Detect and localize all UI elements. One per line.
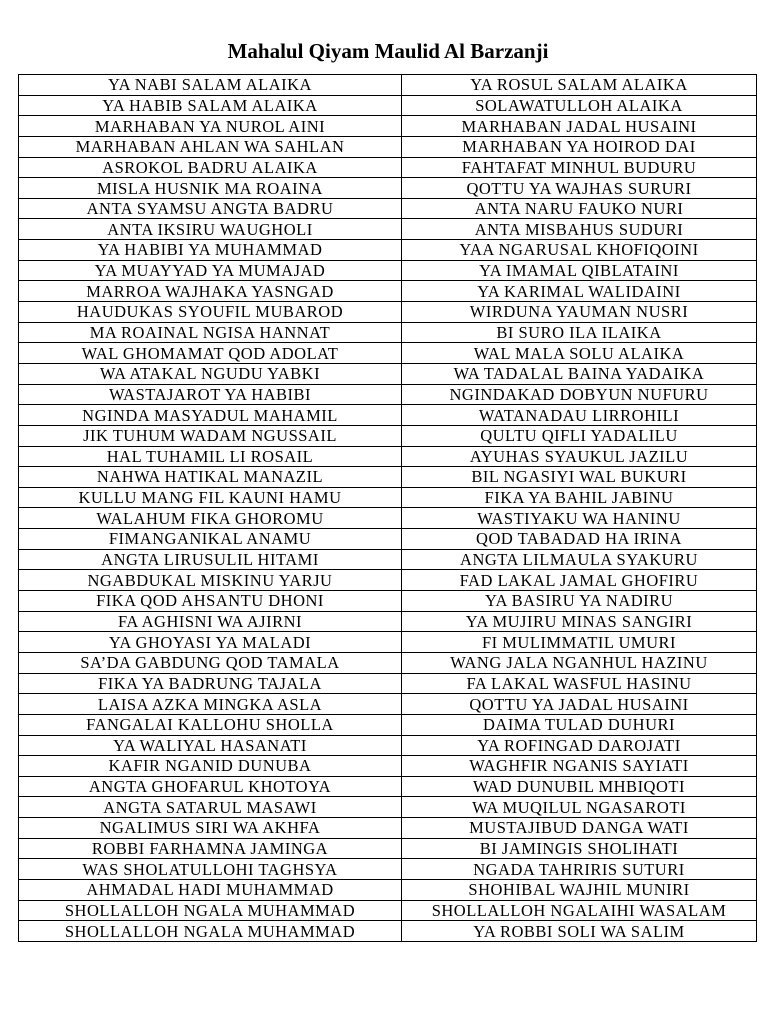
verse-left-cell: HAUDUKAS SYOUFIL MUBAROD [19,302,402,323]
verse-right-cell: YA MUJIRU MINAS SANGIRI [402,611,757,632]
table-row [19,363,757,384]
table-row [19,714,757,735]
verse-left-cell: MISLA HUSNIK MA ROAINA [19,178,402,199]
verse-right-cell: SOLAWATULLOH ALAIKA [402,95,757,116]
verse-left-cell: YA GHOYASI YA MALADI [19,632,402,653]
table-row [19,838,757,859]
verse-left-cell: KULLU MANG FIL KAUNI HAMU [19,487,402,508]
verse-left-cell: ASROKOL BADRU ALAIKA [19,157,402,178]
verse-right-cell: YA BASIRU YA NADIRU [402,591,757,612]
verse-right-cell: FAD LAKAL JAMAL GHOFIRU [402,570,757,591]
verse-right-cell: WAD DUNUBIL MHBIQOTI [402,776,757,797]
verse-left-cell: JIK TUHUM WADAM NGUSSAIL [19,425,402,446]
table-row [19,859,757,880]
verse-right-cell: BIL NGASIYI WAL BUKURI [402,467,757,488]
table-row [19,116,757,137]
table-row [19,425,757,446]
verse-right-cell: QOTTU YA WAJHAS SURURI [402,178,757,199]
verse-right-cell: ANTA MISBAHUS SUDURI [402,219,757,240]
table-row [19,879,757,900]
page-title: Mahalul Qiyam Maulid Al Barzanji [227,39,549,63]
table-row [19,343,757,364]
table-row [19,632,757,653]
verse-left-cell: ANGTA LIRUSULIL HITAMI [19,549,402,570]
table-row [19,198,757,219]
verse-right-cell: WANG JALA NGANHUL HAZINU [402,652,757,673]
verse-left-cell: LAISA AZKA MINGKA ASLA [19,694,402,715]
table-row [19,797,757,818]
verse-right-cell: FI MULIMMATIL UMURI [402,632,757,653]
verse-right-cell: QOD TABADAD HA IRINA [402,529,757,550]
table-row [19,549,757,570]
verse-right-cell: QULTU QIFLI YADALILU [402,425,757,446]
verse-left-cell: WALAHUM FIKA GHOROMU [19,508,402,529]
table-row [19,652,757,673]
table-row [19,136,757,157]
verse-right-cell: WASTIYAKU WA HANINU [402,508,757,529]
verse-right-cell: YA KARIMAL WALIDAINI [402,281,757,302]
table-row [19,302,757,323]
verse-right-cell: WA MUQILUL NGASAROTI [402,797,757,818]
verse-left-cell: NGINDA MASYADUL MAHAMIL [19,405,402,426]
verse-right-cell: FAHTAFAT MINHUL BUDURU [402,157,757,178]
table-row [19,673,757,694]
lyrics-table-body [19,75,757,942]
verse-left-cell: FIKA QOD AHSANTU DHONI [19,591,402,612]
table-row [19,818,757,839]
verse-right-cell: NGADA TAHRIRIS SUTURI [402,859,757,880]
verse-left-cell: NAHWA HATIKAL MANAZIL [19,467,402,488]
verse-left-cell: SHOLLALLOH NGALA MUHAMMAD [19,900,402,921]
verse-right-cell: FIKA YA BAHIL JABINU [402,487,757,508]
table-row [19,921,757,942]
table-row [19,900,757,921]
verse-left-cell: AHMADAL HADI MUHAMMAD [19,879,402,900]
verse-left-cell: WAL GHOMAMAT QOD ADOLAT [19,343,402,364]
table-row [19,157,757,178]
verse-right-cell: MUSTAJIBUD DANGA WATI [402,818,757,839]
verse-left-cell: HAL TUHAMIL LI ROSAIL [19,446,402,467]
table-row [19,591,757,612]
table-row [19,570,757,591]
verse-right-cell: WAGHFIR NGANIS SAYIATI [402,756,757,777]
table-row [19,260,757,281]
verse-right-cell: MARHABAN YA HOIROD DAI [402,136,757,157]
table-row [19,240,757,261]
table-row [19,529,757,550]
verse-right-cell: ANGTA LILMAULA SYAKURU [402,549,757,570]
verse-right-cell: ANTA NARU FAUKO NURI [402,198,757,219]
table-row [19,75,757,96]
table-row [19,405,757,426]
verse-right-cell: AYUHAS SYAUKUL JAZILU [402,446,757,467]
lyrics-table [18,74,757,942]
verse-left-cell: ANGTA GHOFARUL KHOTOYA [19,776,402,797]
verse-left-cell: YA MUAYYAD YA MUMAJAD [19,260,402,281]
table-row [19,384,757,405]
verse-left-cell: ANTA SYAMSU ANGTA BADRU [19,198,402,219]
verse-left-cell: YA HABIB SALAM ALAIKA [19,95,402,116]
verse-left-cell: FANGALAI KALLOHU SHOLLA [19,714,402,735]
verse-right-cell: MARHABAN JADAL HUSAINI [402,116,757,137]
table-row [19,694,757,715]
verse-right-cell: WA TADALAL BAINA YADAIKA [402,363,757,384]
verse-left-cell: MA ROAINAL NGISA HANNAT [19,322,402,343]
verse-left-cell: SA’DA GABDUNG QOD TAMALA [19,652,402,673]
table-row [19,776,757,797]
verse-right-cell: YA IMAMAL QIBLATAINI [402,260,757,281]
verse-left-cell: FIMANGANIKAL ANAMU [19,529,402,550]
verse-right-cell: QOTTU YA JADAL HUSAINI [402,694,757,715]
verse-left-cell: FIKA YA BADRUNG TAJALA [19,673,402,694]
verse-right-cell: YA ROBBI SOLI WA SALIM [402,921,757,942]
table-row [19,467,757,488]
table-row [19,95,757,116]
table-row [19,281,757,302]
verse-left-cell: NGABDUKAL MISKINU YARJU [19,570,402,591]
verse-left-cell: MARHABAN AHLAN WA SAHLAN [19,136,402,157]
verse-left-cell: ANTA IKSIRU WAUGHOLI [19,219,402,240]
verse-left-cell: MARROA WAJHAKA YASNGAD [19,281,402,302]
verse-left-cell: YA NABI SALAM ALAIKA [19,75,402,96]
verse-right-cell: YA ROSUL SALAM ALAIKA [402,75,757,96]
verse-left-cell: NGALIMUS SIRI WA AKHFA [19,818,402,839]
table-row [19,487,757,508]
verse-right-cell: WIRDUNA YAUMAN NUSRI [402,302,757,323]
verse-left-cell: SHOLLALLOH NGALA MUHAMMAD [19,921,402,942]
verse-left-cell: YA HABIBI YA MUHAMMAD [19,240,402,261]
verse-right-cell: WATANADAU LIRROHILI [402,405,757,426]
table-row [19,322,757,343]
verse-right-cell: BI JAMINGIS SHOLIHATI [402,838,757,859]
verse-right-cell: YAA NGARUSAL KHOFIQOINI [402,240,757,261]
verse-left-cell: ROBBI FARHAMNA JAMINGA [19,838,402,859]
verse-right-cell: SHOHIBAL WAJHIL MUNIRI [402,879,757,900]
table-row [19,611,757,632]
verse-right-cell: FA LAKAL WASFUL HASINU [402,673,757,694]
table-row [19,446,757,467]
verse-right-cell: SHOLLALLOH NGALAIHI WASALAM [402,900,757,921]
verse-left-cell: WAS SHOLATULLOHI TAGHSYA [19,859,402,880]
verse-right-cell: NGINDAKAD DOBYUN NUFURU [402,384,757,405]
verse-left-cell: MARHABAN YA NUROL AINI [19,116,402,137]
table-row [19,219,757,240]
verse-left-cell: WA ATAKAL NGUDU YABKI [19,363,402,384]
verse-left-cell: FA AGHISNI WA AJIRNI [19,611,402,632]
verse-right-cell: YA ROFINGAD DAROJATI [402,735,757,756]
verse-left-cell: ANGTA SATARUL MASAWI [19,797,402,818]
table-row [19,756,757,777]
table-row [19,508,757,529]
verse-right-cell: DAIMA TULAD DUHURI [402,714,757,735]
table-row [19,178,757,199]
verse-left-cell: KAFIR NGANID DUNUBA [19,756,402,777]
verse-right-cell: WAL MALA SOLU ALAIKA [402,343,757,364]
verse-left-cell: YA WALIYAL HASANATI [19,735,402,756]
verse-right-cell: BI SURO ILA ILAIKA [402,322,757,343]
table-row [19,735,757,756]
verse-left-cell: WASTAJAROT YA HABIBI [19,384,402,405]
